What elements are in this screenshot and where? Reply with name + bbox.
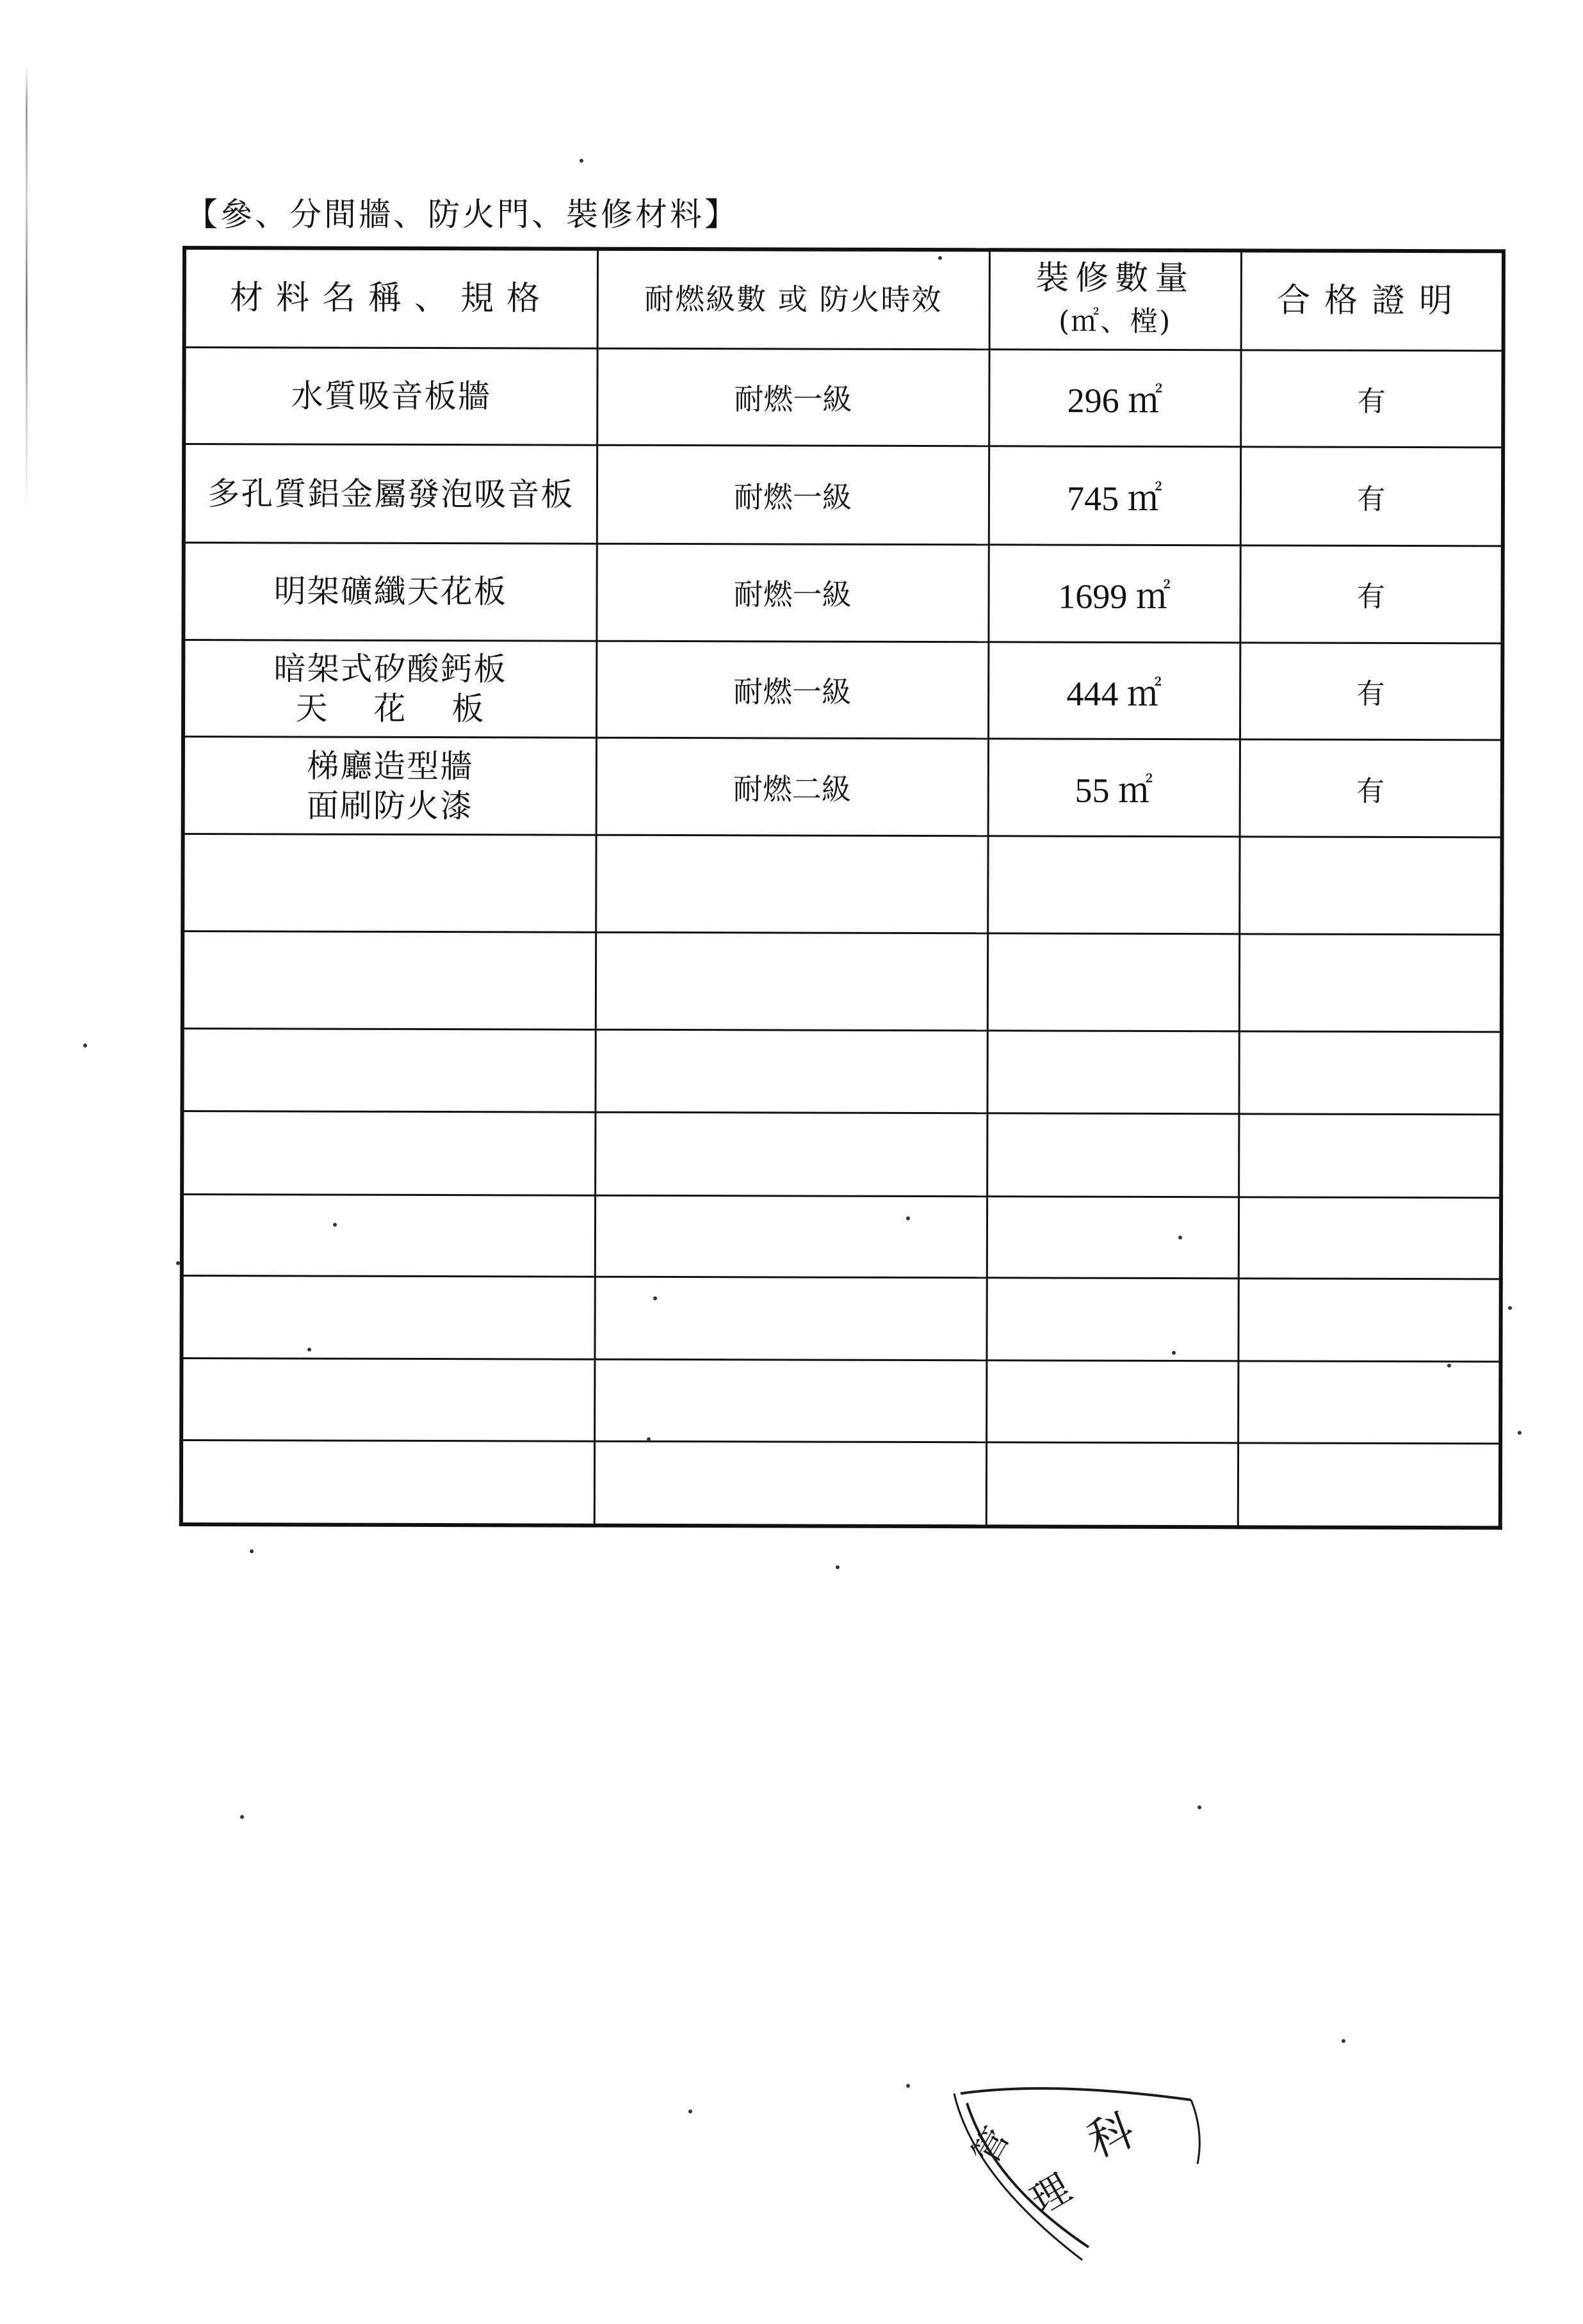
empty-cell — [596, 835, 987, 933]
seal-char-1: 科 — [1080, 2102, 1141, 2168]
empty-cell — [182, 1111, 595, 1195]
seal-char-2: 理 — [1023, 2165, 1079, 2223]
empty-cell — [987, 933, 1239, 1031]
cell-material-name — [183, 640, 596, 738]
cell-material-name — [184, 347, 597, 445]
empty-cell — [1238, 1197, 1501, 1279]
header-quantity-label: 裝修數量 — [1035, 259, 1195, 298]
header-quantity — [989, 250, 1241, 350]
cell-material-name — [183, 542, 596, 640]
cell-certificate: 有 — [1240, 447, 1503, 546]
cell-certificate: 有 — [1240, 739, 1502, 837]
material-name-line: 明架礦纖天花板 — [273, 572, 507, 611]
cell-material-name — [184, 444, 597, 544]
empty-cell — [181, 1275, 594, 1359]
empty-cell — [594, 1441, 986, 1526]
cell-certificate: 有 — [1240, 643, 1502, 741]
table-header-row — [184, 248, 1504, 350]
empty-cell — [181, 1440, 594, 1525]
cell-certificate: 有 — [1240, 350, 1503, 448]
cell-certificate: 有 — [1240, 545, 1502, 643]
empty-cell — [594, 1277, 986, 1360]
table-row-empty — [181, 1440, 1500, 1528]
cell-quantity: 745 ㎡ — [989, 446, 1240, 545]
table-row-empty — [183, 834, 1502, 935]
header-fire-rating: 耐燃級數 或 防火時效 — [597, 249, 989, 350]
cell-quantity: 444 ㎡ — [988, 642, 1240, 739]
section-title: 【參、分間牆、防火門、裝修材料】 — [186, 196, 739, 233]
material-name-line: 梯廳造型牆 — [307, 747, 474, 785]
cell-fire-rating: 耐燃一級 — [597, 445, 989, 544]
table-body — [181, 347, 1504, 1528]
material-name-line: 天 花 板 — [295, 690, 485, 728]
table-row-empty — [183, 931, 1502, 1031]
table-row — [183, 737, 1502, 837]
table-row — [183, 640, 1502, 740]
material-name-line: 暗架式矽酸鈣板 — [273, 650, 507, 688]
material-name-line: 水質吸音板牆 — [291, 377, 491, 416]
empty-cell — [182, 1028, 595, 1112]
empty-cell — [986, 1442, 1238, 1528]
cell-fire-rating: 耐燃一級 — [597, 348, 989, 446]
empty-cell — [595, 1195, 987, 1278]
table-row — [184, 347, 1503, 448]
empty-cell — [1239, 934, 1502, 1032]
empty-cell — [987, 1113, 1238, 1197]
empty-cell — [986, 1360, 1238, 1442]
cell-fire-rating: 耐燃二級 — [596, 738, 988, 836]
cell-fire-rating: 耐燃一級 — [596, 641, 988, 739]
cell-quantity: 55 ㎡ — [988, 739, 1240, 837]
scan-edge — [26, 64, 28, 512]
cell-material-name — [183, 737, 596, 835]
materials-table — [179, 246, 1506, 1529]
cell-fire-rating: 耐燃一級 — [596, 544, 988, 642]
materials-table-container — [179, 246, 1502, 1529]
table-row-empty — [182, 1111, 1501, 1198]
cell-quantity: 296 ㎡ — [989, 349, 1240, 447]
empty-cell — [987, 1030, 1238, 1113]
empty-cell — [595, 1112, 987, 1196]
empty-cell — [1239, 837, 1502, 935]
material-name-line: 面刷防火漆 — [306, 787, 474, 825]
table-row — [184, 444, 1503, 546]
table-row-empty — [182, 1028, 1501, 1115]
empty-cell — [182, 1194, 595, 1277]
empty-cell — [1238, 1031, 1501, 1115]
header-quantity-unit: (㎡、樘) — [1058, 305, 1172, 339]
empty-cell — [181, 1359, 594, 1441]
table-row-empty — [181, 1359, 1500, 1444]
empty-cell — [596, 932, 987, 1030]
empty-cell — [183, 931, 596, 1029]
empty-cell — [987, 836, 1239, 934]
empty-cell — [1238, 1361, 1500, 1444]
empty-cell — [987, 1196, 1238, 1278]
official-seal-stamp — [922, 2055, 1255, 2324]
seal-char-3: 管 — [964, 2120, 1018, 2172]
material-name-line: 多孔質鋁金屬發泡吸音板 — [207, 474, 574, 513]
cell-quantity: 1699 ㎡ — [988, 545, 1240, 643]
empty-cell — [986, 1278, 1238, 1361]
header-material-name: 材料名稱、規格 — [184, 248, 597, 348]
table-row-empty — [181, 1275, 1500, 1362]
table-row — [183, 542, 1502, 643]
empty-cell — [1238, 1114, 1501, 1198]
header-certificate: 合格證明 — [1241, 250, 1504, 350]
empty-cell — [594, 1360, 986, 1442]
empty-cell — [1238, 1443, 1500, 1528]
empty-cell — [595, 1029, 987, 1113]
table-row-empty — [182, 1194, 1501, 1279]
empty-cell — [183, 834, 596, 932]
empty-cell — [1238, 1279, 1500, 1362]
